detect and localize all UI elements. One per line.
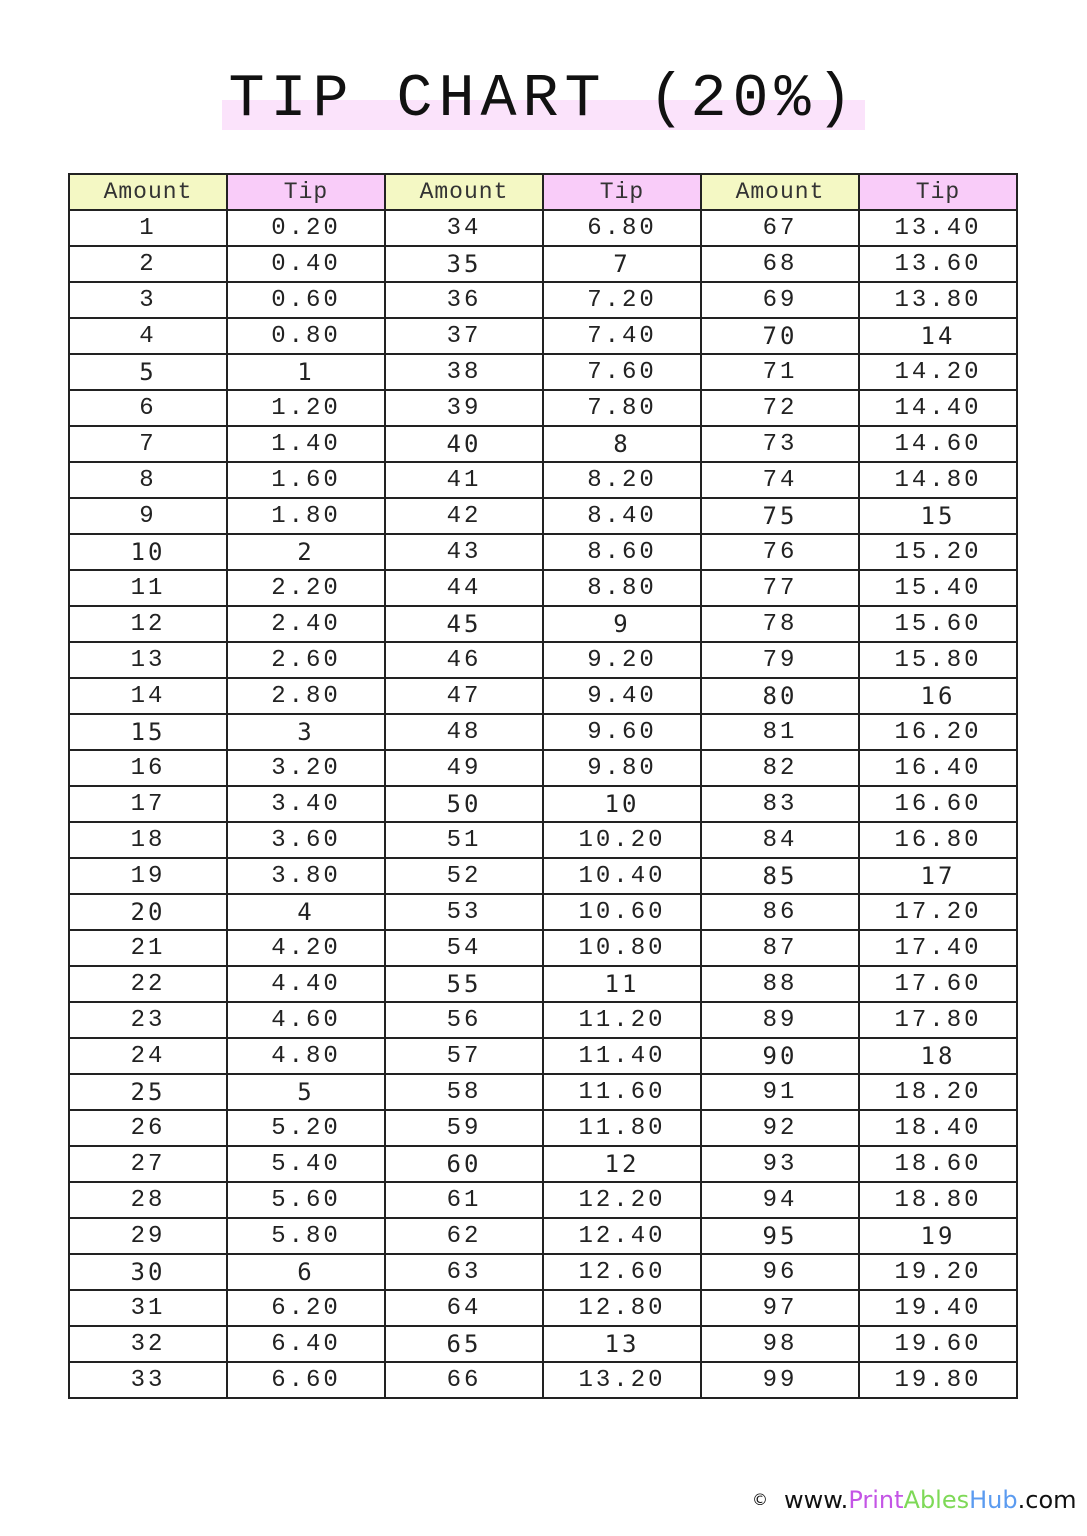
page-title [222,62,864,138]
tip-cell: 19 [859,1218,1017,1254]
tip-cell: 4 [227,894,385,930]
amount-cell: 80 [701,678,859,714]
tip-cell: 15.80 [859,642,1017,678]
tip-cell: 19.60 [859,1326,1017,1362]
amount-cell: 6 [69,390,227,426]
tip-cell: 8.60 [543,534,701,570]
amount-cell: 15 [69,714,227,750]
amount-cell: 97 [701,1290,859,1326]
amount-cell: 3 [69,282,227,318]
tip-cell: 4.40 [227,966,385,1002]
tip-cell: 13.80 [859,282,1017,318]
amount-cell: 98 [701,1326,859,1362]
amount-cell: 76 [701,534,859,570]
tip-cell: 0.60 [227,282,385,318]
tip-cell: 3.60 [227,822,385,858]
amount-cell: 34 [385,210,543,246]
tip-cell: 14.40 [859,390,1017,426]
tip-cell: 16.20 [859,714,1017,750]
tip-cell: 6.60 [227,1362,385,1398]
table-row [69,714,1017,750]
amount-cell: 14 [69,678,227,714]
amount-cell: 20 [69,894,227,930]
tip-cell: 15.40 [859,570,1017,606]
tip-cell: 19.20 [859,1254,1017,1290]
table-row [69,678,1017,714]
tip-cell: 6 [227,1254,385,1290]
amount-cell: 48 [385,714,543,750]
table-row [69,1218,1017,1254]
amount-cell: 26 [69,1110,227,1146]
tip-cell: 2.20 [227,570,385,606]
tip-cell: 18.20 [859,1074,1017,1110]
tip-cell: 16.60 [859,786,1017,822]
tip-cell: 11 [543,966,701,1002]
tip-cell: 17 [859,858,1017,894]
table-row [69,786,1017,822]
tip-cell: 7.80 [543,390,701,426]
table-row [69,894,1017,930]
tip-cell: 8.80 [543,570,701,606]
amount-cell: 2 [69,246,227,282]
amount-cell: 45 [385,606,543,642]
tip-cell: 13.40 [859,210,1017,246]
amount-cell: 32 [69,1326,227,1362]
tip-cell: 1.80 [227,498,385,534]
table-row [69,1002,1017,1038]
tip-cell: 7 [543,246,701,282]
amount-cell: 44 [385,570,543,606]
amount-cell: 66 [385,1362,543,1398]
amount-cell: 62 [385,1218,543,1254]
tip-cell: 8 [543,426,701,462]
amount-cell: 60 [385,1146,543,1182]
title-container [0,62,1087,138]
amount-cell: 13 [69,642,227,678]
table-row [69,1326,1017,1362]
amount-cell: 43 [385,534,543,570]
tip-cell: 6.80 [543,210,701,246]
amount-cell: 81 [701,714,859,750]
table-row [69,354,1017,390]
amount-cell: 38 [385,354,543,390]
amount-cell: 51 [385,822,543,858]
table-row [69,642,1017,678]
amount-cell: 71 [701,354,859,390]
footer-credit [752,1486,1077,1514]
table-body [69,210,1017,1398]
amount-cell: 73 [701,426,859,462]
amount-cell: 39 [385,390,543,426]
table-row [69,462,1017,498]
copyright-icon: © [752,1490,768,1509]
tip-cell: 2 [227,534,385,570]
table-row [69,966,1017,1002]
tip-cell: 13.20 [543,1362,701,1398]
tip-cell: 17.20 [859,894,1017,930]
tip-cell: 12.80 [543,1290,701,1326]
tip-cell: 10 [543,786,701,822]
amount-cell: 87 [701,930,859,966]
footer-brand-part3: Hub [969,1486,1018,1514]
amount-cell: 93 [701,1146,859,1182]
tip-cell: 5.60 [227,1182,385,1218]
amount-cell: 16 [69,750,227,786]
amount-cell: 88 [701,966,859,1002]
amount-cell: 21 [69,930,227,966]
tip-cell: 17.60 [859,966,1017,1002]
table-row [69,282,1017,318]
amount-cell: 82 [701,750,859,786]
tip-cell: 8.20 [543,462,701,498]
tip-cell: 18 [859,1038,1017,1074]
amount-cell: 33 [69,1362,227,1398]
amount-cell: 53 [385,894,543,930]
amount-cell: 8 [69,462,227,498]
tip-cell: 1.40 [227,426,385,462]
amount-cell: 63 [385,1254,543,1290]
amount-cell: 92 [701,1110,859,1146]
table-row [69,1038,1017,1074]
tip-cell: 10.40 [543,858,701,894]
tip-cell: 3.40 [227,786,385,822]
table-row [69,1146,1017,1182]
table-row [69,1362,1017,1398]
amount-cell: 30 [69,1254,227,1290]
amount-cell: 84 [701,822,859,858]
header-row [69,174,1017,210]
table-row [69,246,1017,282]
tip-cell: 6.20 [227,1290,385,1326]
tip-cell: 7.20 [543,282,701,318]
tip-cell: 9.20 [543,642,701,678]
amount-cell: 10 [69,534,227,570]
amount-cell: 23 [69,1002,227,1038]
tip-cell: 2.80 [227,678,385,714]
tip-cell: 10.60 [543,894,701,930]
tip-cell: 7.60 [543,354,701,390]
amount-cell: 37 [385,318,543,354]
tip-cell: 12.40 [543,1218,701,1254]
table-row [69,318,1017,354]
amount-cell: 29 [69,1218,227,1254]
tip-cell: 15.20 [859,534,1017,570]
table-row [69,534,1017,570]
table-row [69,750,1017,786]
amount-cell: 65 [385,1326,543,1362]
amount-cell: 72 [701,390,859,426]
amount-cell: 90 [701,1038,859,1074]
amount-cell: 85 [701,858,859,894]
footer-brand-part2: Ables [903,1486,970,1514]
amount-cell: 24 [69,1038,227,1074]
tip-cell: 0.40 [227,246,385,282]
tip-cell: 15 [859,498,1017,534]
tip-cell: 7.40 [543,318,701,354]
tip-cell: 16.40 [859,750,1017,786]
table-row [69,858,1017,894]
amount-cell: 42 [385,498,543,534]
tip-cell: 4.20 [227,930,385,966]
tip-cell: 1.60 [227,462,385,498]
amount-cell: 70 [701,318,859,354]
amount-cell: 57 [385,1038,543,1074]
tip-cell: 12 [543,1146,701,1182]
tip-cell: 16 [859,678,1017,714]
amount-cell: 58 [385,1074,543,1110]
amount-cell: 54 [385,930,543,966]
tip-cell: 13 [543,1326,701,1362]
tip-cell: 14.80 [859,462,1017,498]
tip-cell: 11.40 [543,1038,701,1074]
tip-cell: 12.60 [543,1254,701,1290]
amount-cell: 11 [69,570,227,606]
amount-cell: 95 [701,1218,859,1254]
amount-cell: 86 [701,894,859,930]
table-row [69,1290,1017,1326]
amount-cell: 83 [701,786,859,822]
tip-cell: 14 [859,318,1017,354]
amount-cell: 35 [385,246,543,282]
header-amount: Amount [385,174,543,210]
tip-cell: 1 [227,354,385,390]
amount-cell: 74 [701,462,859,498]
amount-cell: 40 [385,426,543,462]
tip-cell: 14.20 [859,354,1017,390]
amount-cell: 49 [385,750,543,786]
tip-cell: 2.60 [227,642,385,678]
tip-cell: 9.40 [543,678,701,714]
amount-cell: 50 [385,786,543,822]
tip-cell: 5.40 [227,1146,385,1182]
tip-cell: 9.60 [543,714,701,750]
tip-chart-table [68,173,1018,1399]
amount-cell: 96 [701,1254,859,1290]
tip-cell: 9 [543,606,701,642]
amount-cell: 78 [701,606,859,642]
tip-cell: 3.20 [227,750,385,786]
footer-prefix: www. [784,1486,849,1514]
tip-cell: 12.20 [543,1182,701,1218]
table-row [69,606,1017,642]
tip-cell: 1.20 [227,390,385,426]
amount-cell: 4 [69,318,227,354]
amount-cell: 79 [701,642,859,678]
tip-cell: 19.40 [859,1290,1017,1326]
tip-cell: 4.80 [227,1038,385,1074]
tip-cell: 18.80 [859,1182,1017,1218]
tip-cell: 19.80 [859,1362,1017,1398]
tip-cell: 4.60 [227,1002,385,1038]
amount-cell: 52 [385,858,543,894]
amount-cell: 17 [69,786,227,822]
table-row [69,1182,1017,1218]
table-row [69,1110,1017,1146]
footer-brand-part1: Print [848,1486,904,1514]
header-tip: Tip [859,174,1017,210]
tip-cell: 8.40 [543,498,701,534]
amount-cell: 59 [385,1110,543,1146]
amount-cell: 36 [385,282,543,318]
table-row [69,498,1017,534]
tip-cell: 10.80 [543,930,701,966]
tip-cell: 18.60 [859,1146,1017,1182]
amount-cell: 77 [701,570,859,606]
table-row [69,1074,1017,1110]
tip-cell: 14.60 [859,426,1017,462]
amount-cell: 89 [701,1002,859,1038]
amount-cell: 7 [69,426,227,462]
tip-cell: 13.60 [859,246,1017,282]
tip-cell: 2.40 [227,606,385,642]
amount-cell: 18 [69,822,227,858]
amount-cell: 22 [69,966,227,1002]
amount-cell: 27 [69,1146,227,1182]
amount-cell: 12 [69,606,227,642]
table-row [69,930,1017,966]
tip-cell: 17.80 [859,1002,1017,1038]
amount-cell: 28 [69,1182,227,1218]
amount-cell: 67 [701,210,859,246]
amount-cell: 47 [385,678,543,714]
amount-cell: 46 [385,642,543,678]
tip-cell: 17.40 [859,930,1017,966]
tip-cell: 5.20 [227,1110,385,1146]
tip-cell: 0.80 [227,318,385,354]
amount-cell: 99 [701,1362,859,1398]
amount-cell: 68 [701,246,859,282]
table-row [69,1254,1017,1290]
header-amount: Amount [701,174,859,210]
amount-cell: 64 [385,1290,543,1326]
amount-cell: 91 [701,1074,859,1110]
amount-cell: 56 [385,1002,543,1038]
tip-cell: 5.80 [227,1218,385,1254]
table-row [69,570,1017,606]
amount-cell: 1 [69,210,227,246]
tip-cell: 5 [227,1074,385,1110]
amount-cell: 31 [69,1290,227,1326]
header-amount: Amount [69,174,227,210]
amount-cell: 69 [701,282,859,318]
header-tip: Tip [227,174,385,210]
amount-cell: 19 [69,858,227,894]
tip-cell: 9.80 [543,750,701,786]
tip-cell: 3.80 [227,858,385,894]
header-tip: Tip [543,174,701,210]
tip-cell: 0.20 [227,210,385,246]
amount-cell: 25 [69,1074,227,1110]
table-row [69,426,1017,462]
tip-cell: 3 [227,714,385,750]
table-row [69,822,1017,858]
tip-cell: 11.60 [543,1074,701,1110]
tip-cell: 11.80 [543,1110,701,1146]
amount-cell: 94 [701,1182,859,1218]
amount-cell: 61 [385,1182,543,1218]
tip-cell: 11.20 [543,1002,701,1038]
table-row [69,390,1017,426]
amount-cell: 75 [701,498,859,534]
amount-cell: 9 [69,498,227,534]
title-text: TIP CHART (20%) [228,66,859,134]
footer-suffix: .com [1017,1486,1077,1514]
amount-cell: 41 [385,462,543,498]
amount-cell: 55 [385,966,543,1002]
tip-cell: 15.60 [859,606,1017,642]
tip-cell: 6.40 [227,1326,385,1362]
table-row [69,210,1017,246]
tip-cell: 10.20 [543,822,701,858]
amount-cell: 5 [69,354,227,390]
tip-cell: 18.40 [859,1110,1017,1146]
tip-cell: 16.80 [859,822,1017,858]
